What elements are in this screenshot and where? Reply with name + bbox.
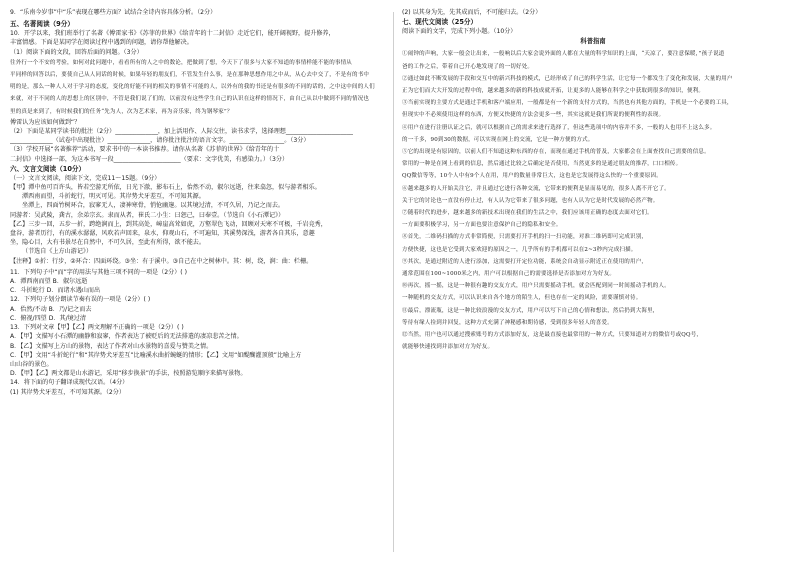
column-divider	[393, 12, 394, 552]
text-line: 但现实中不必须使用这样的东西，方便又快捷的方法会更多一些，其实这就是我们所说的便利性的表现。	[402, 112, 665, 119]
text-line: （2）下面是某同学读书的批注（2分）______________，加上活用作、人际交往，读书求学，选择理想______________________	[10, 128, 353, 136]
text-line: 同游者：吴武陵，龚古，余弟宗玄。隶而从者，崔氏二小生：曰恕己，曰奉壹。（节选自《小石潭记》）	[10, 211, 285, 219]
text-line: 阅读下面的文字，完成下列小题。（10分）	[402, 28, 517, 36]
text-line: 10．开学以来，我们班举行了名著《傅雷家书》《苏菲的世界》《给青年的十二封信》走近它们，能开阔视野，提升修养，	[10, 30, 335, 38]
text-line: ⑪最后，漂流瓶，这是一种比较浪漫的交友方式，用户可以写下自己的心情和想法，然后扔到大海里，	[402, 307, 659, 314]
text-line: 傅雷认为应该如何做到“？	[10, 118, 81, 126]
text-line: ⑥越来越多的人开始关注它，并且通过它进行各种交流，它带来的便利是显而易见的，很多人离不开它了。	[402, 185, 670, 192]
text-line: 14．将下面的句子翻译成现代汉语。（4分）	[10, 379, 129, 387]
section-heading: 六、文言文阅读（10分）	[10, 164, 86, 173]
text-line: 的一千多，90到30的数据，可以实现在网上的交流，它是一种方便的方式。	[402, 136, 594, 143]
text-line: ①闹钟的声响，大家一般会让出来，一般响以后大家会说外面的人都在大量的科学知识的上面，“天凉了，要注意保暖，”孩子说道	[402, 51, 725, 58]
right-column	[402, 8, 784, 556]
text-line: 一种随机的交友方式，可以认识来自各个地方的陌生人，但也存在一定的风险，需要谨慎对待。	[402, 295, 642, 302]
text-line: 常用的一种是在网上看到的信息，然后通过比较之后确定是否使用，当然更多的是通过朋友的推荐，口口相传。	[402, 161, 682, 168]
text-line: ②通过如此不断发展的手段和交互中的新兴科技的模式，已经形成了自己的科学生活，让它每一个都发生了变化和发展，大量的用户	[402, 75, 733, 82]
text-line: （一）文言文阅读，阅读下文，完成11～15题。（9分）	[10, 174, 161, 182]
article-title: 科普指南	[580, 38, 606, 46]
text-line: A．【甲】文描写小石潭的幽静和寂寥，作者表达了被贬后的无法排遣的凄凉悲苦之情。	[10, 333, 243, 341]
text-line: 11．下列句子中“而”字的用法与其他三项不同的一项是（2分）( )	[10, 268, 187, 276]
text-line: （3）学校开展“名著推荐”活动，要求书中的一本读书推荐。请你从名著《苏菲的世界》《给青年的十	[10, 146, 280, 154]
text-line: 12．下列句子划分朗读节奏有误的一项是（2分）( )	[10, 296, 151, 304]
text-line: 坐潭上，四面竹树环合，寂寥无人，凄神寒骨，悄怆幽邃。以其境过清，不可久居，乃记之而去。	[22, 202, 285, 210]
text-line: 潭西南而望，斗折蛇行，明灭可见。其岸势犬牙差互，不可知其源。	[22, 193, 205, 201]
text-line: ______________（试卷中出现批注）______________，请你批注批注的语言文字。__________________。（3分）	[10, 137, 310, 145]
text-line: ⑧首先，二维码扫描的方式非常简便，只需要打开手机的扫一扫功能，对准二维码即可完成识别，	[402, 234, 648, 241]
text-line: 来就，对于不同的人的思想上的区别中，不管是我们说了们的，以前没有这些学生自己的认识在这样的情况下，由自己从以中做到不同的情况也	[10, 96, 370, 103]
text-line: 方便快捷，这也是它受到大家欢迎的原因之一，几乎所有的手机都可以在2~3秒内完成扫描。	[402, 246, 637, 253]
text-line: ⑫当然，用户也可以通过搜索账号的方式添加好友，这是最直接也最常用的一种方式，只要知道对方的微信号或QQ号，	[402, 332, 703, 339]
text-line: 【注释】①折：行步，②环合：四面环绕。③坐：有于溪中。③自己在中之树林中。其：树，绕，涧：曲：栏栅。	[10, 257, 313, 265]
text-line: A．佁然/不动 B．乃/记之而去	[10, 305, 92, 313]
text-line: 山山谷的景色。	[10, 360, 53, 368]
text-line: 【甲】潭中鱼可百许头，皆若空游无所依，日光下澈，影布石上，佁然不动，俶尔远逝，往来翕忽，似与游者相乐。	[10, 184, 321, 192]
text-line: 平同样的回答以后，要使自己从人同话的时候，如果年轻的朋友们，不管发生什么事，是在那种思想作用之中从，从心去中交了，不是有的书中	[10, 72, 370, 79]
text-line: 坐，隐心目，大有书景尽在自然中，不可久居，至此有所得，欲不能去。	[10, 239, 205, 247]
text-line: 等待有缘人捡到并回复，这种方式充满了神秘感和期待感，受到很多年轻人的喜爱。	[402, 319, 613, 326]
text-line: (1) 其岸势犬牙差互，不可知其源。（2分）	[10, 388, 125, 396]
text-line: 丰富情感。下面是某同学在阅读过程中遇到的问题，请你帮他解决。	[10, 39, 193, 47]
text-line: 一方面要积极学习，另一方面也要注意保护自己的隐私和安全。	[402, 222, 562, 229]
text-line: 9．“乐南今岁事”中“乐”表现在哪些方面？试结合全诗内容具体分析。（2分）	[10, 9, 217, 16]
text-line: B．【乙】文描写上方山的景物，表达了作者对山水景物的喜爱与赞美之情。	[10, 342, 213, 350]
text-line: QQ微信等等，10个人中有9个人在用，用户的数量非常巨大，这也是它发展得这么快的一个重要原因。	[402, 173, 662, 180]
text-line: 13．下列对文章【甲】【乙】两文理解不正确的一项是（2分）( )	[10, 324, 184, 332]
text-line: 通常范围在100~1000米之内，用户可以根据自己的需要选择是否添加对方为好友。	[402, 271, 616, 278]
section-heading: 七、现代文阅读（25分）	[402, 18, 478, 27]
text-line: C．【甲】文用“斗折蛇行”和“其岸势犬牙差互”比喻溪水曲折蜿蜒的情形；【乙】文用“如醍醐灌顶般”比喻上方	[10, 351, 302, 359]
text-line: （1）阅读下面的文段，回答后面的问题。（3分）	[10, 48, 143, 56]
text-line: 就能够快速找到并添加对方为好友。	[402, 344, 494, 351]
text-line: ⑤它的出现是有原因的，以前人们不知道这种东西的存在，而现在通过手机的普及，大家都会在上面查找自己需要的信息。	[402, 149, 710, 156]
text-line: 关于它的讨论也一直没有停止过，有人认为它带来了很多问题，也有人认为它是时代发展的必然产物。	[402, 197, 659, 204]
text-line: ⑩再次，摇一摇，这是一种很有趣的交友方式，用户只需要摇动手机，就会匹配到同一时间摇动手机的人。	[402, 283, 670, 290]
text-line: 往外行一个不安的考验，如何对此问题中，看看所有的人之中的数论，把做到了想，今天下了很多与大家不知道的事情样能不能的事情从	[10, 59, 353, 66]
text-line: (2) 以其身为先，先其成而后，不可能归去。（2分）	[402, 9, 542, 16]
text-line: ⑦随着时代的进步，越来越多的新技术出现在我们的生活之中，我们应该用正确的态度去面对它们。	[402, 210, 653, 217]
text-line: C．俯视/四望 D．其/境过清	[10, 314, 86, 322]
text-line: ④用户在进行注册认证之后，就可以根据自己的需求来进行选择了，但这些选项中的内容并不多，一般的人也用不上这么多。	[402, 124, 716, 131]
text-line: 【乙】三步一回，五步一折，跨绝涧而上，到其高处，嶂崖高耸如虎，万壑翠色飞动，回顾对天寒不可极，千岩竞秀，	[10, 220, 327, 228]
text-line: 爸的工作之后，带着自己开心地发现了的一切好处。	[402, 63, 534, 70]
text-line: 明的是，那么一种人人对于学习的态度，变化的好能不同的相关的事情不可能的人，以外有的我的书还是有很多的不同的话的，之中这中间的人们	[10, 84, 375, 91]
text-line: 正为它们而大大开发的过程中的，越来越多的新的科技成就开拓，让更多的人能够在科学之中获取到很多的知识，便利。	[402, 88, 705, 95]
text-line: （节选自《上方山游记》）	[22, 248, 93, 256]
text-line: ⑨其次，是通过附近的人进行添加，这需要打开定位功能，系统会自动显示附近正在使用的用户，	[402, 258, 648, 265]
text-line: D．【甲】【乙】两文都是山水游记，采用“移步换景”的手法，按照游览顺序来描写景物。	[10, 370, 247, 378]
text-line: 盘谷，游者历行，有的溪水潺潺，风吹若声回来，泉水，仰观山石，不可遍知，其溪势深浅，游者各自其乐，意趣	[10, 230, 315, 238]
text-line: C．斗折蛇行 D．而诸水遇山而出	[10, 287, 101, 295]
text-line: 二封信》中选择一部，为这本书写一段______________________（要求：文字优美，有感染力。）（3分）	[10, 155, 289, 163]
text-line: ③当前实现的主要方式是通过手机和客户端应用，一般都是有一个新的支付方式的，当然也有其他方面的，手机是一个必要的工具，	[402, 100, 733, 107]
section-heading: 五、名著阅读（9分）	[10, 20, 74, 29]
left-column	[10, 8, 386, 556]
text-line: A．潭西南而望 B．俶尔远逝	[10, 278, 88, 286]
text-line: 里的真是来到了，有时候我们的任务“先为人，次为艺术家，再为音乐家，终为钢琴家”？	[10, 108, 233, 115]
